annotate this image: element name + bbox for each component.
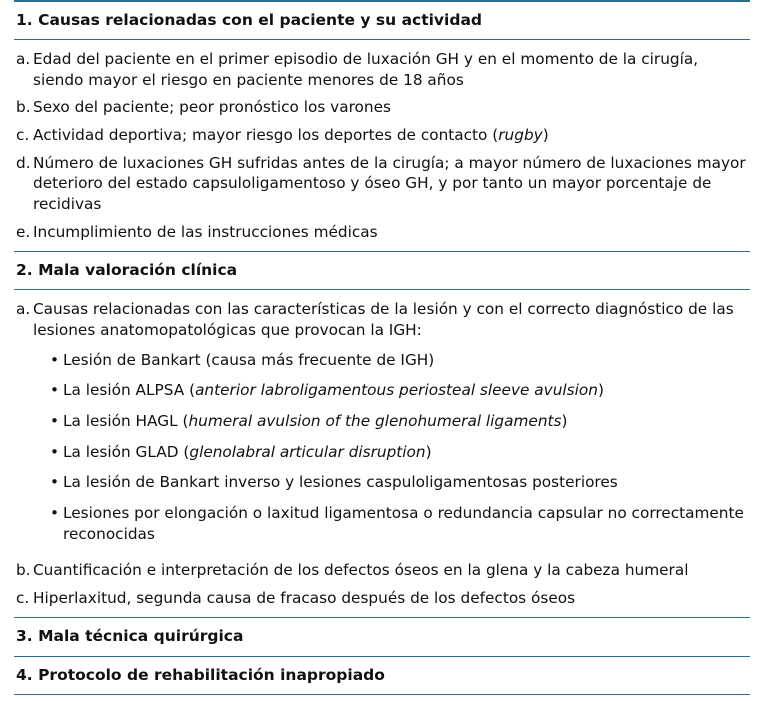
bullet-icon: • xyxy=(50,350,60,369)
list-item-text: Cuantificación e interpretación de los defectos óseos en la glena y la cabeza humeral xyxy=(33,561,689,580)
list-item-text xyxy=(33,299,748,553)
text-pre: La lesión GLAD ( xyxy=(63,442,190,461)
list-item xyxy=(16,560,748,581)
section-heading-2: 2. Mala valoración clínica xyxy=(16,261,238,280)
sublist-item-text xyxy=(63,411,567,432)
text-italic: humeral avulsion of the glenohumeral ligaments xyxy=(188,411,562,430)
list-item-lead-text: Causas relacionadas con las características de la lesión y con el correcto diagnóstico de las lesiones anatomopatológicas que provocan la IGH: xyxy=(33,300,734,340)
list-marker: a. xyxy=(16,50,31,69)
text-post: ) xyxy=(542,126,549,145)
list-item-text: Número de luxaciones GH sufridas antes de la cirugía; a mayor número de luxaciones mayor deterioro del estado capsuloligamentoso y óseo GH, y por tanto un mayor porcentaje de recidivas xyxy=(33,153,746,213)
list-item-text: Incumplimiento de las instrucciones médicas xyxy=(33,222,378,241)
sublist-item xyxy=(33,472,748,493)
list-item xyxy=(16,588,748,609)
text-pre: Lesiones por elongación o laxitud ligamentosa o redundancia capsular no correctamente reconocidas xyxy=(63,503,744,543)
sublist-item xyxy=(33,503,748,544)
list-item-text: Edad del paciente en el primer episodio de luxación GH y en el momento de la cirugía, siendo mayor el riesgo en paciente menores de 18 años xyxy=(33,50,699,89)
bullet-icon: • xyxy=(50,381,60,400)
text-pre: La lesión de Bankart inverso y lesiones caspuloligamentosas posteriores xyxy=(63,473,618,492)
text-italic: anterior labroligamentous periosteal sleeve avulsion xyxy=(195,381,598,400)
bullet-icon: • xyxy=(50,503,60,522)
list-item-text: Sexo del paciente; peor pronóstico los varones xyxy=(33,98,391,117)
sublist-item xyxy=(33,350,748,371)
section-body-2 xyxy=(14,290,750,617)
section-heading-4: 4. Protocolo de rehabilitación inapropiado xyxy=(16,665,385,684)
bullet-icon: • xyxy=(50,411,60,430)
table-bottom-rule xyxy=(14,694,750,695)
text-post: ) xyxy=(425,442,432,461)
sublist-item xyxy=(33,411,748,432)
text-pre: La lesión ALPSA ( xyxy=(63,381,196,400)
list-marker: b. xyxy=(16,561,31,580)
list-marker: e. xyxy=(16,222,31,241)
sublist-item xyxy=(33,380,748,401)
list-item xyxy=(16,125,748,146)
text-pre: La lesión HAGL ( xyxy=(63,411,189,430)
sublist-item-text xyxy=(63,503,748,544)
list-marker: a. xyxy=(16,300,31,319)
section-heading-3: 3. Mala técnica quirúrgica xyxy=(16,627,244,646)
list-item xyxy=(16,49,748,90)
text-pre: Actividad deportiva; mayor riesgo los deportes de contacto ( xyxy=(33,126,499,145)
list-item xyxy=(16,97,748,118)
sublist-item-text xyxy=(63,350,434,371)
sublist-item-text xyxy=(63,442,432,463)
list-item xyxy=(16,222,748,243)
sublist-item-text xyxy=(63,380,604,401)
section-body-1 xyxy=(14,40,750,251)
text-italic: rugby xyxy=(498,126,543,145)
text-italic: glenolabral articular disruption xyxy=(189,442,426,461)
list-item-text xyxy=(33,125,748,146)
section-heading-1: 1. Causas relacionadas con el paciente y su actividad xyxy=(16,11,482,29)
text-pre: Lesión de Bankart (causa más frecuente de IGH) xyxy=(63,350,435,369)
sublist-item-text xyxy=(63,472,618,493)
list-item xyxy=(16,299,748,553)
list-item-text: Hiperlaxitud, segunda causa de fracaso después de los defectos óseos xyxy=(33,588,576,607)
text-post: ) xyxy=(597,381,604,400)
sublist-item xyxy=(33,442,748,463)
list-marker: c. xyxy=(16,126,30,145)
list-item xyxy=(16,153,748,215)
list-marker: b. xyxy=(16,98,31,117)
list-marker: d. xyxy=(16,153,31,172)
bullet-icon: • xyxy=(50,442,60,461)
list-marker: c. xyxy=(16,588,30,607)
text-post: ) xyxy=(561,411,568,430)
bullet-icon: • xyxy=(50,473,60,492)
sublist xyxy=(33,350,748,544)
